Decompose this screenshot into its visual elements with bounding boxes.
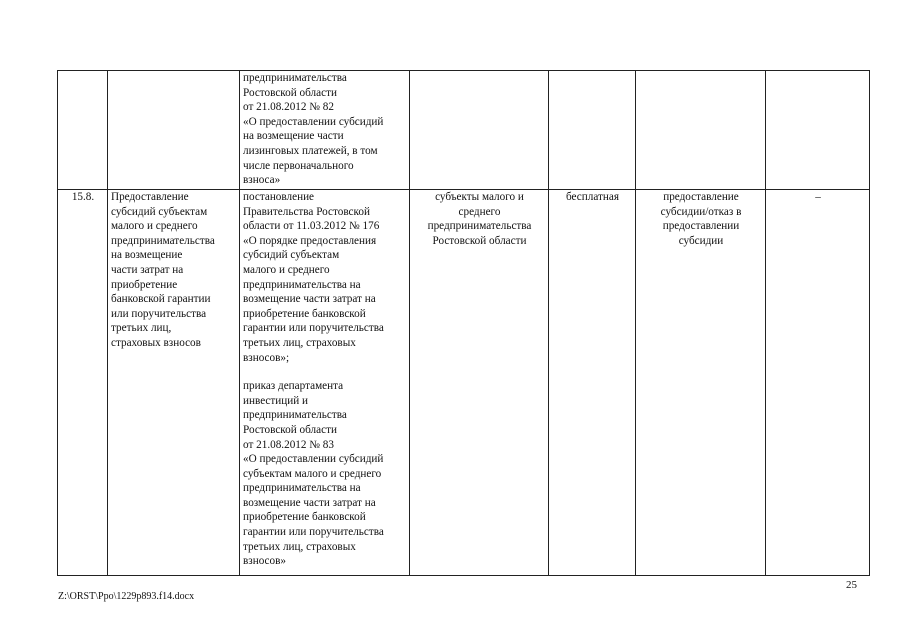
document-text-continuation: предпринимательства Ростовской области от 21.08.2012 № 82 «О предоставлении субсидий на возмещение части лизинговых платежей, в том числе первоначального взноса» [243,72,384,187]
cell-result-empty [636,71,766,190]
cell-cost [549,190,636,576]
result-text: предоставление субсидии/отказ в предоставлении субсидии [660,191,742,247]
table-row-continuation [58,71,870,190]
dash-text: – [815,191,821,203]
recipients-text: субъекты малого и среднего предпринимательства Ростовской области [427,191,532,247]
table-row-15-8 [58,190,870,576]
cell-documents [240,190,410,576]
cell-number-empty [58,71,108,190]
cell-last-column [766,190,870,576]
cell-service-name [108,190,240,576]
cell-last-empty [766,71,870,190]
page-number: 25 [846,579,857,591]
service-name: Предоставление субсидий субъектам малого и среднего предпринимательства на возмещение части затрат на приобретение банковской гарантии или поручительства третьих лиц, страховых взносов [111,191,215,349]
cell-result [636,190,766,576]
services-table [57,70,870,576]
cell-recipients-empty [410,71,549,190]
cell-recipients [410,190,549,576]
cell-document-continuation [240,71,410,190]
document-1-text: постановление Правительства Ростовской области от 11.03.2012 № 176 «О порядке предоставления субсидий субъектам малого и среднего предпринимательства на возмещение части затрат на приобретение банковской гарантии или поручительства третьих лиц, страховых взносов»; [243,191,384,364]
row-number: 15.8. [71,191,95,203]
cell-service-empty [108,71,240,190]
cell-row-number [58,190,108,576]
cell-cost-empty [549,71,636,190]
document-2-text: приказ департамента инвестиций и предпринимательства Ростовской области от 21.08.2012 № 83 «О предоставлении субсидий субъектам малого и среднего предпринимательства на возмещение части затрат на приобретение банковской гарантии или поручительства третьих лиц, страховых взносов» [243,380,384,568]
file-path-footer: Z:\ORST\Ppo\1229p893.f14.docx [58,591,195,602]
cost-text: бесплатная [566,191,619,203]
